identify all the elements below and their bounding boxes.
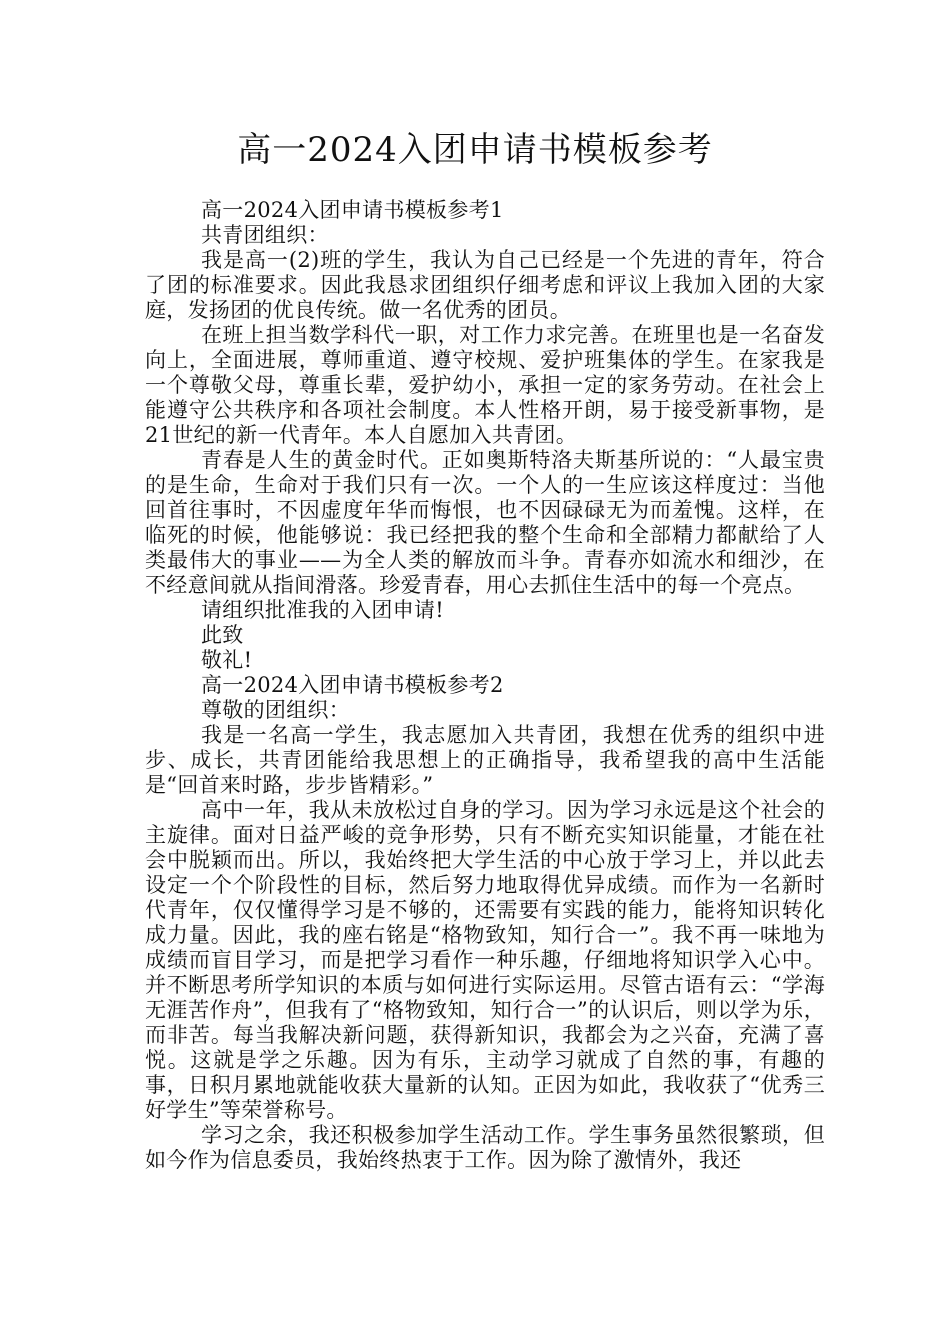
paragraph: 青春是人生的黄金时代。正如奥斯特洛夫斯基所说的：“人最宝贵的是生命，生命对于我们只有一次。一个人的一生应该这样度过：当他回首往事时，不因虚度年华而悔恨，也不因碌碌无为而羞愧。这样，在临死的时候，他能够说：我已经把我的整个生命和全部精力都献给了人类最伟大的事业——为全人类的解放而斗争。青春亦如流水和细沙，在不经意间就从指间滑落。珍爱青春，用心去抓住生活中的每一个亮点。 <box>145 448 825 597</box>
paragraph: 高一2024入团申请书模板参考1 <box>201 198 504 222</box>
paragraph: 请组织批准我的入团申请! <box>201 598 445 622</box>
paragraph: 在班上担当数学科代一职，对工作力求完善。在班里也是一名奋发向上，全面进展，尊师重道、遵守校规、爱护班集体的学生。在家我是一个尊敬父母，尊重长辈，爱护幼小，承担一定的家务劳动。在社会上能遵守公共秩序和各项社会制度。本人性格开朗，易于接受新事物，是21世纪的新一代青年。本人自愿加入共青团。 <box>145 323 825 447</box>
paragraph: 尊敬的团组织： <box>201 698 351 722</box>
paragraph: 共青团组织： <box>201 223 329 247</box>
paragraph: 此致 <box>201 623 244 647</box>
paragraph: 高中一年，我从未放松过自身的学习。因为学习永远是这个社会的主旋律。面对日益严峻的竞争形势，只有不断充实知识能量，才能在社会中脱颖而出。所以，我始终把大学生活的中心放于学习上，并以此去设定一个个阶段性的目标，然后努力地取得优异成绩。而作为一名新时代青年，仅仅懂得学习是不够的，还需要有实践的能力，能将知识转化成力量。因此，我的座右铭是“格物致知，知行合一”。我不再一味地为成绩而盲目学习，而是把学习看作一种乐趣，仔细地将知识学入心中。并不断思考所学知识的本质与如何进行实际运用。尽管古语有云：“学海无涯苦作舟”，但我有了“格物致知，知行合一”的认识后，则以学为乐，而非苦。每当我解决新问题，获得新知识，我都会为之兴奋，充满了喜悦。这就是学之乐趣。因为有乐，主动学习就成了自然的事，有趣的事，日积月累地就能收获大量新的认知。正因为如此，我收获了“优秀三好学生”等荣誉称号。 <box>145 798 825 1122</box>
paragraph: 敬礼! <box>201 648 253 672</box>
paragraph: 我是一名高一学生，我志愿加入共青团，我想在优秀的组织中进步、成长，共青团能给我思想上的正确指导，我希望我的高中生活能是“回首来时路，步步皆精彩。” <box>145 723 825 797</box>
document-body <box>145 198 825 1173</box>
paragraph: 高一2024入团申请书模板参考2 <box>201 673 504 697</box>
paragraph: 我是高一(2)班的学生，我认为自己已经是一个先进的青年，符合了团的标准要求。因此我恳求团组织仔细考虑和评议上我加入团的大家庭，发扬团的优良传统。做一名优秀的团员。 <box>145 248 825 322</box>
document-title: 高一2024入团申请书模板参考 <box>237 130 713 170</box>
paragraph: 学习之余，我还积极参加学生活动工作。学生事务虽然很繁琐，但如今作为信息委员，我始终热衷于工作。因为除了激情外，我还 <box>145 1123 825 1172</box>
